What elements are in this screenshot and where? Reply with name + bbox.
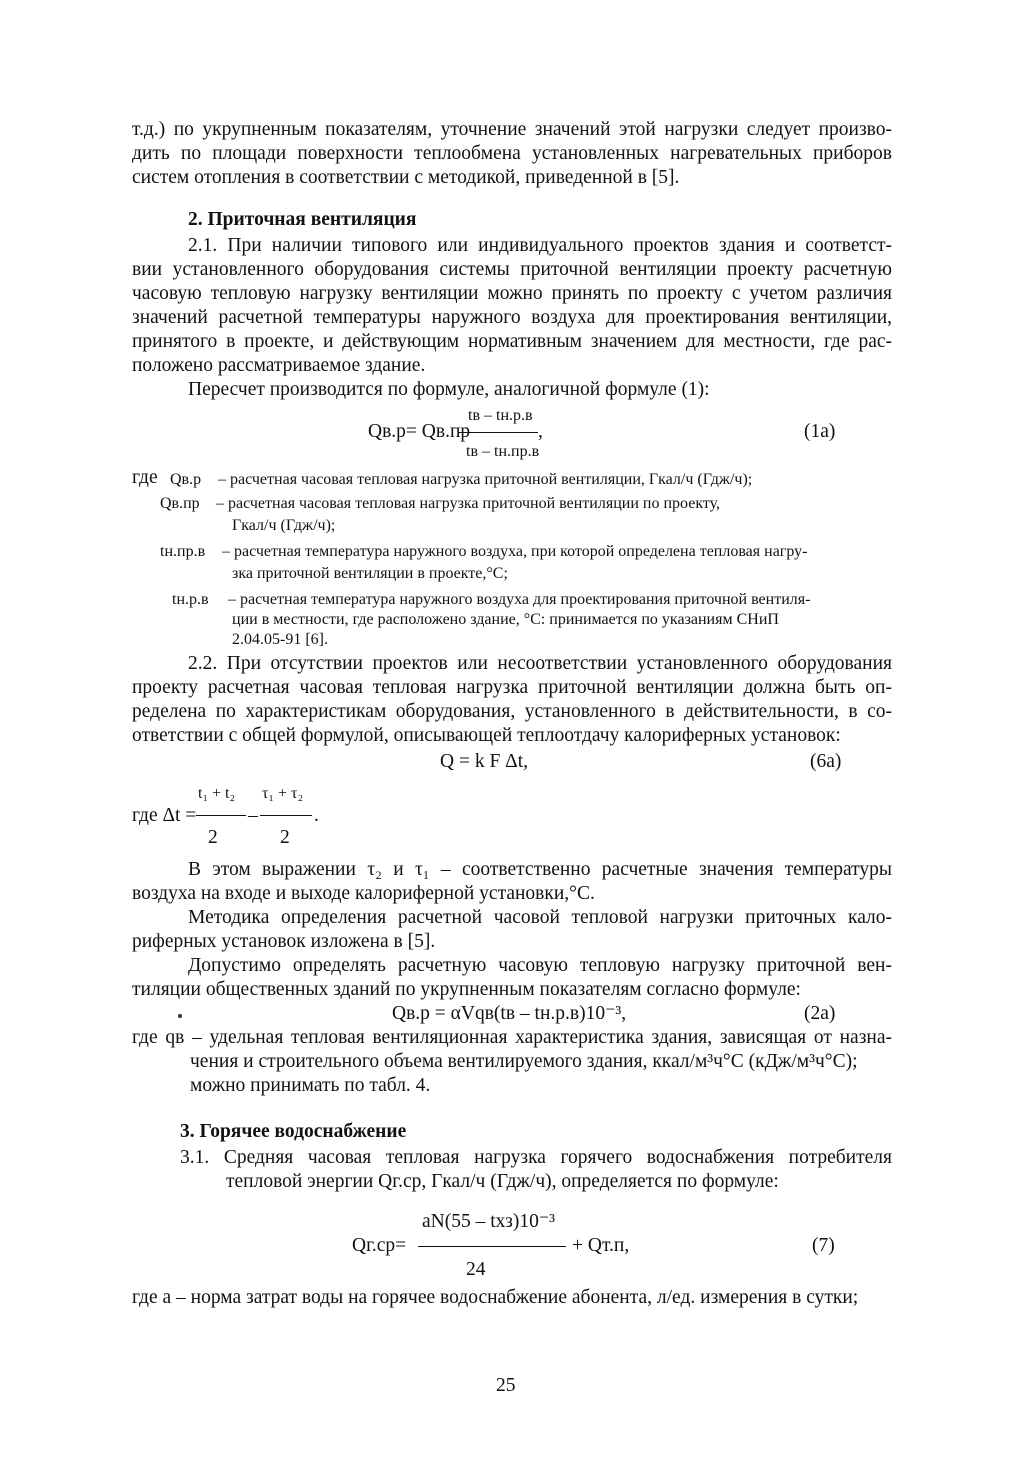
paragraph-line: вии установленного оборудования системы приточной вентиляции проекту расчетную (132, 259, 892, 280)
where-line: где qв – удельная тепловая вентиляционная характеристика здания, зависящая от назна- (132, 1027, 892, 1048)
where-prefix: где (132, 467, 158, 488)
where-line: можно принимать по табл. 4. (190, 1075, 431, 1096)
stray-dot (178, 1014, 182, 1018)
where-symbol: Qв.р (170, 471, 202, 488)
text-line: систем отопления в соответствии с методикой, приведенной в [5]. (132, 167, 680, 188)
formula-1a-denominator: tв – tн.пр.в (466, 443, 540, 460)
where-line: чения и строительного объема вентилируемого здания, ккал/м³ч°С (кДж/м³ч°С); (190, 1051, 858, 1072)
where-definition: – расчетная часовая тепловая нагрузка приточной вентиляции, Гкал/ч (Гдж/ч); (218, 471, 753, 488)
section-heading: 2. Приточная вентиляция (188, 209, 417, 230)
where-definition: – расчетная температура наружного воздуха, при которой определена тепловая нагру- (222, 543, 808, 560)
paragraph-line: тепловой энергии Qг.ср, Гкал/ч (Гдж/ч), определяется по формуле: (226, 1171, 779, 1192)
where-symbol: tн.р.в (172, 591, 209, 608)
formula-7-lhs: Qг.ср= (352, 1235, 407, 1256)
text-line: дить по площади поверхности теплообмена установленных нагревательных приборов (132, 143, 892, 164)
page-number: 25 (496, 1375, 516, 1396)
paragraph-line: Методика определения расчетной часовой тепловой нагрузки приточных кало- (188, 907, 892, 928)
dt-fraction-bar-1 (196, 815, 246, 816)
where-line: где а – норма затрат воды на горячее водоснабжение абонента, л/ед. измерения в сутки; (132, 1287, 859, 1308)
paragraph-line: 2.2. При отсутствии проектов или несоответствии установленного оборудования (188, 653, 892, 674)
dt-denominator-1: 2 (208, 827, 218, 848)
formula-7-fraction-bar (418, 1246, 566, 1247)
formula-7-plus: + Qт.п, (572, 1235, 630, 1256)
text-line: т.д.) по укрупненным показателям, уточнение значений этой нагрузки следует произво- (132, 119, 892, 140)
where-definition-cont: зка приточной вентиляции в проекте,°С; (232, 565, 508, 582)
where-definition-cont: Гкал/ч (Гдж/ч); (232, 517, 336, 534)
paragraph-line: ределена по характеристикам оборудования, установленного в действительности, в со- (132, 701, 892, 722)
where-symbol: Qв.пр (160, 495, 200, 512)
dt-end: . (314, 805, 319, 826)
formula-7-denominator: 24 (466, 1259, 486, 1280)
formula-7-numerator: aN(55 – tхз)10⁻³ (422, 1211, 555, 1232)
formula-6a-number: (6а) (810, 751, 842, 772)
dt-denominator-2: 2 (280, 827, 290, 848)
dt-minus: – (248, 805, 258, 826)
dt-numerator-1: t₁ + t₂ (198, 785, 236, 802)
where-definition: – расчетная температура наружного воздуха для проектирования приточной вентиля- (228, 591, 811, 608)
where-definition: – расчетная часовая тепловая нагрузка приточной вентиляции по проекту, (216, 495, 721, 512)
paragraph-line: Допустимо определять расчетную часовую тепловую нагрузку приточной вен- (188, 955, 892, 976)
where-symbol: tн.пр.в (160, 543, 206, 560)
formula-1a-numerator: tв – tн.р.в (468, 407, 533, 424)
paragraph-line: принятого в проекте, и действующим нормативным значением для местности, где рас- (132, 331, 892, 352)
formula-1a-number: (1а) (804, 421, 836, 442)
dt-fraction-bar-2 (260, 815, 312, 816)
formula-6a: Q = k F Δt, (440, 751, 529, 772)
paragraph-line: тиляции общественных зданий по укрупненным показателям согласно формуле: (132, 979, 801, 1000)
paragraph-line: риферных установок изложена в [5]. (132, 931, 436, 952)
dt-numerator-2: τ₁ + τ₂ (262, 785, 304, 802)
paragraph-line: 2.1. При наличии типового или индивидуального проектов здания и соответст- (188, 235, 892, 256)
where-definition-cont: ции в местности, где расположено здание, °С: принимается по указаниям СНиП (232, 611, 779, 628)
formula-2a-number: (2а) (804, 1003, 836, 1024)
paragraph-line: ответствии с общей формулой, описывающей теплоотдачу калориферных установок: (132, 725, 841, 746)
paragraph-line: В этом выражении τ₂ и τ₁ – соответственно расчетные значения температуры (188, 859, 892, 880)
paragraph-line: проекту расчетная часовая тепловая нагрузка приточной вентиляции должна быть оп- (132, 677, 892, 698)
paragraph-line: значений расчетной температуры наружного воздуха для проектирования вентиляции, (132, 307, 892, 328)
paragraph-line: воздуха на входе и выходе калориферной установки,°С. (132, 883, 595, 904)
formula-7-number: (7) (812, 1235, 835, 1256)
paragraph-line: Пересчет производится по формуле, аналогичной формуле (1): (188, 379, 710, 400)
dt-lhs: где Δt = (132, 805, 197, 826)
paragraph-line: 3.1. Средняя часовая тепловая нагрузка горячего водоснабжения потребителя (180, 1147, 892, 1168)
paragraph-line: положено рассматриваемое здание. (132, 355, 426, 376)
where-definition-cont: 2.04.05-91 [6]. (232, 631, 328, 648)
formula-2a: Qв.р = αVqв(tв – tн.р.в)10⁻³, (392, 1003, 627, 1024)
paragraph-line: часовую тепловую нагрузку вентиляции можно принять по проекту с учетом различия (132, 283, 892, 304)
section-heading: 3. Горячее водоснабжение (180, 1121, 407, 1142)
formula-1a-fraction-bar (458, 432, 538, 433)
formula-1a-comma: , (538, 421, 543, 442)
formula-1a-lhs: Qв.р= Qв.пр (368, 421, 471, 442)
